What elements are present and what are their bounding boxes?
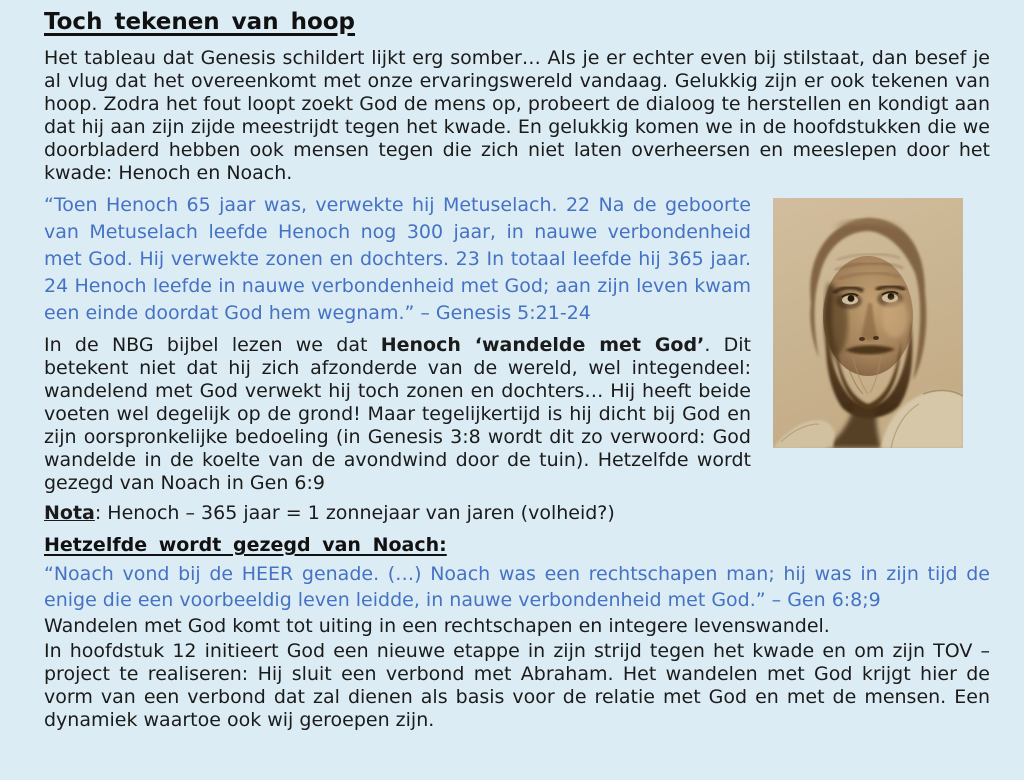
nbg-text-bold: Henoch ‘wandelde met God’ [380,334,705,356]
noach-heading: Hetzelfde wordt gezegd van Noach: [44,534,447,556]
quote-genesis-5-21-24: “Toen Henoch 65 jaar was, verwekte hij Metuselach. 22 Na de geboorte van Metuselach leefde Henoch nog 300 jaar, in nauwe verbondenheid met God. Hij verwekte zonen en dochters. 23 In totaal leefde hij 365 jaar. 24 Henoch leefde in nauwe verbondenheid met God; aan zijn leven kwam een einde doordat God hem wegnam.” – Genesis 5:21-24 [44,194,751,324]
abraham-paragraph: In hoofdstuk 12 initieert God een nieuwe etappe in zijn strijd tegen het kwade en om zijn TOV – project te realiseren: Hij sluit een verbond met Abraham. Het wandelen met God krijgt hier de vorm van een verbond dat zal dienen als basis voor de relatie met God en met de mensen. Een dynamiek waartoe ook wij geroepen zijn. [44,640,990,731]
nota-line [44,502,990,525]
henoch-portrait-image [773,198,963,448]
page-title: Toch tekenen van hoop [44,9,356,35]
nbg-text-pre: In de NBG bijbel lezen we dat [44,334,381,356]
intro-paragraph: Het tableau dat Genesis schildert lijkt erg somber… Als je er echter even bij stilstaat, dan besef je al vlug dat het overeenkomt met onze ervaringswereld vandaag. Gelukkig zijn er ook tekenen van hoop. Zodra het fout loopt zoekt God de mens op, probeert de dialoog te herstellen en kondigt aan dat hij aan zijn zijde meestrijdt tegen het kwade. En gelukkig komen we in de hoofdstukken die we doorbladerd hebben ook mensen tegen die zich niet laten overheersen en meeslepen door het kwade: Henoch en Noach. [44,47,990,184]
wandelen-line: Wandelen met God komt tot uiting in een rechtschapen en integere levenswandel. [44,615,830,637]
nota-text: : Henoch – 365 jaar = 1 zonnejaar van jaren (volheid?) [94,502,615,524]
quote-gen-6-8-9: “Noach vond bij de HEER genade. (…) Noach was een rechtschapen man; hij was in zijn tijd de enige die een voorbeeldig leven leidde, in nauwe verbondenheid met God.” – Gen 6:8;9 [44,563,990,611]
nota-label: Nota [44,502,95,524]
nbg-text-post: . Dit betekent niet dat hij zich afzonderde van de wereld, wel integendeel: wandelend met God verwekt hij toch zonen en dochters… Hij heeft beide voeten wel degelijk op de grond! Maar tegelijkertijd is hij dicht bij God en zijn oorspronkelijke bedoeling (in Genesis 3:8 wordt dit zo verwoord: God wandelde in de koelte van de avondwind door de tuin). Hetzelfde wordt gezegd van Noach in Gen 6:9 [44,334,751,494]
old-man-portrait-drawing [773,198,963,448]
